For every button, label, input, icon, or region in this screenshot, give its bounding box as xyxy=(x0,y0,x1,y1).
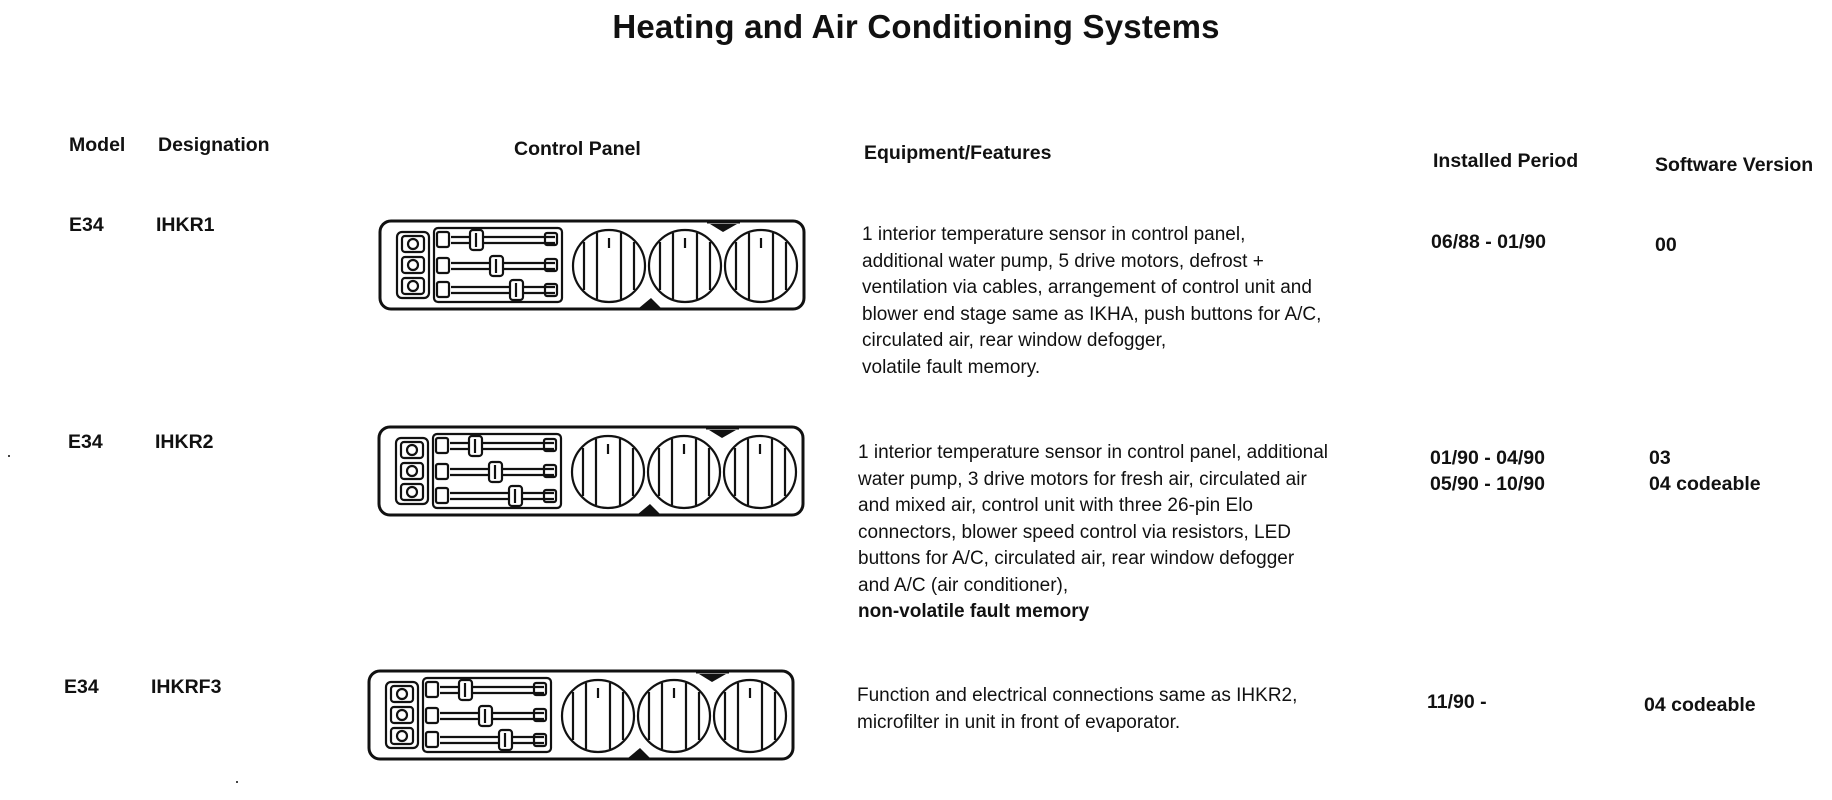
scan-speck xyxy=(8,455,10,457)
feature-line: volatile fault memory. xyxy=(862,356,1041,378)
feature-line: connectors, blower speed control via resistors, LED xyxy=(858,521,1291,543)
row2-model: E34 xyxy=(68,431,103,453)
header-software-version: Software Version xyxy=(1655,154,1814,176)
feature-line: 1 interior temperature sensor in control panel, xyxy=(862,224,1246,245)
row3-model: E34 xyxy=(64,676,99,698)
control-panel-ihkrf3-image xyxy=(366,668,802,766)
feature-line: circulated air, rear window defogger, xyxy=(862,330,1167,351)
feature-emphasis: non-volatile fault memory xyxy=(858,601,1090,622)
feature-line: buttons for A/C, circulated air, rear window defogger xyxy=(858,548,1295,569)
row3-installed-period xyxy=(1427,689,1487,715)
header-installed-period: Installed Period xyxy=(1433,150,1579,172)
row3-features xyxy=(857,683,1417,736)
period-value: 05/90 - 10/90 xyxy=(1430,473,1545,495)
version-value: 00 xyxy=(1655,234,1677,256)
control-panel-ihkr1-image xyxy=(377,218,807,314)
row3-software-version xyxy=(1644,692,1756,718)
header-designation: Designation xyxy=(158,134,270,156)
header-equipment-features: Equipment/Features xyxy=(864,142,1052,164)
feature-line: water pump, 3 drive motors for fresh air, circulated air xyxy=(858,468,1307,490)
feature-line: additional water pump, 5 drive motors, defrost + xyxy=(862,250,1264,272)
feature-line: Function and electrical connections same as IHKR2, xyxy=(857,685,1298,706)
row2-features xyxy=(858,440,1418,626)
header-control-panel: Control Panel xyxy=(514,138,641,160)
version-value: 04 codeable xyxy=(1644,694,1756,716)
period-value: 11/90 - xyxy=(1427,691,1487,713)
header-model: Model xyxy=(69,134,126,156)
version-value: 03 xyxy=(1649,447,1671,469)
row1-features xyxy=(862,222,1422,381)
row1-designation: IHKR1 xyxy=(156,214,215,236)
feature-line: and A/C (air conditioner), xyxy=(858,574,1069,596)
page-title: Heating and Air Conditioning Systems xyxy=(612,8,1220,45)
row2-designation: IHKR2 xyxy=(155,431,214,453)
control-panel-ihkr2-image xyxy=(376,424,806,520)
row1-model: E34 xyxy=(69,214,104,236)
row3-designation: IHKRF3 xyxy=(151,676,222,698)
row1-software-version xyxy=(1655,232,1677,258)
row2-software-version xyxy=(1649,445,1761,497)
feature-line: blower end stage same as IKHA, push buttons for A/C, xyxy=(862,303,1322,325)
row2-installed-period xyxy=(1430,445,1545,497)
scan-speck xyxy=(236,781,238,783)
feature-line: 1 interior temperature sensor in control panel, additional xyxy=(858,442,1328,463)
period-value: 06/88 - 01/90 xyxy=(1431,231,1546,253)
row1-installed-period xyxy=(1431,229,1546,255)
period-value: 01/90 - 04/90 xyxy=(1430,447,1545,469)
feature-line: and mixed air, control unit with three 26-pin Elo xyxy=(858,495,1253,516)
version-value: 04 codeable xyxy=(1649,473,1761,495)
feature-line: ventilation via cables, arrangement of control unit and xyxy=(862,277,1312,298)
feature-line: microfilter in unit in front of evaporator. xyxy=(857,711,1181,733)
